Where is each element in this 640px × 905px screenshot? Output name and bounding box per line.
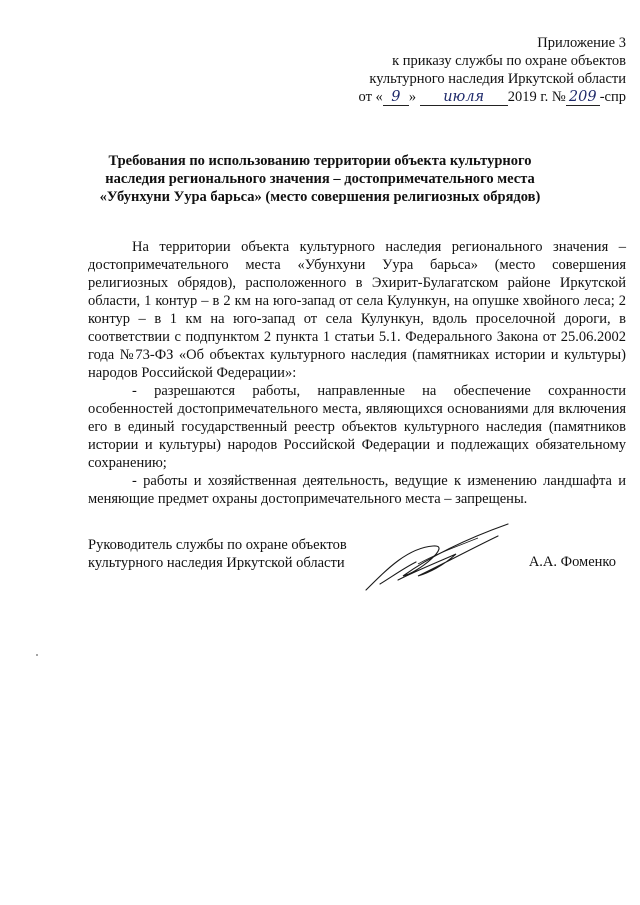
date-prefix: от « xyxy=(358,89,383,105)
handwritten-number: 209 xyxy=(566,90,600,106)
appendix-date-number xyxy=(296,88,626,106)
number-suffix: -спр xyxy=(599,89,626,105)
body-paragraph-main: На территории объекта культурного наследия регионального значения – достопримечательного места «Убунхуни Уура барьса» (место совершения религиозных обрядов), расположенного в Эхирит-Булагатском районе Иркутской области, 1 контур – в 2 км на юго-запад от села Кулункун, на опушке хвойного леса; 2 контур – в 1 км на юго-запад от села Кулункун, вдоль проселочной дороги, в соответствии с подпунктом 2 пункта 1 статьи 5.1. Федерального Закона от 25.06.2002 года №73-ФЗ «Об объектах культурного наследия (памятниках истории и культуры) народов Российской Федерации»: xyxy=(88,239,626,381)
body-paragraph-allowed: - разрешаются работы, направленные на обеспечение сохранности особенностей достопримечательного места, являющихся основаниями для включения его в единый государственный реестр объектов культурного наследия (памятников истории и культуры) народов Российской Федерации и подлежащих обязательному сохранению; xyxy=(88,383,626,471)
appendix-header xyxy=(296,34,626,106)
scan-speck xyxy=(36,654,38,656)
signatory-name: А.А. Фоменко xyxy=(528,554,616,570)
document-title: Требования по использованию территории объекта культурного наследия регионального значения – достопримечательного места «Убунхуни Уура барьса» (место совершения религиозных обрядов) xyxy=(99,153,541,205)
appendix-title: Приложение 3 xyxy=(537,35,626,51)
body-paragraph-prohibited: - работы и хозяйственная деятельность, ведущие к изменению ландшафта и меняющие предмет охраны достопримечательного места – запрещены. xyxy=(88,473,626,507)
handwritten-day: 9 xyxy=(383,90,409,106)
signatory-role-line2: культурного наследия Иркутской области xyxy=(88,555,345,571)
signature-block xyxy=(88,536,626,596)
year-text: 2019 г. № xyxy=(507,89,566,105)
handwritten-signature xyxy=(358,518,518,598)
signatory-role-line1: Руководитель службы по охране объектов xyxy=(88,537,347,553)
appendix-authority-line: культурного наследия Иркутской области xyxy=(369,71,626,87)
date-close: » xyxy=(408,89,417,105)
document-body xyxy=(88,238,626,508)
signatory-role xyxy=(88,536,347,572)
handwritten-month: июля xyxy=(420,90,508,106)
appendix-order-line: к приказу службы по охране объектов xyxy=(392,53,626,69)
